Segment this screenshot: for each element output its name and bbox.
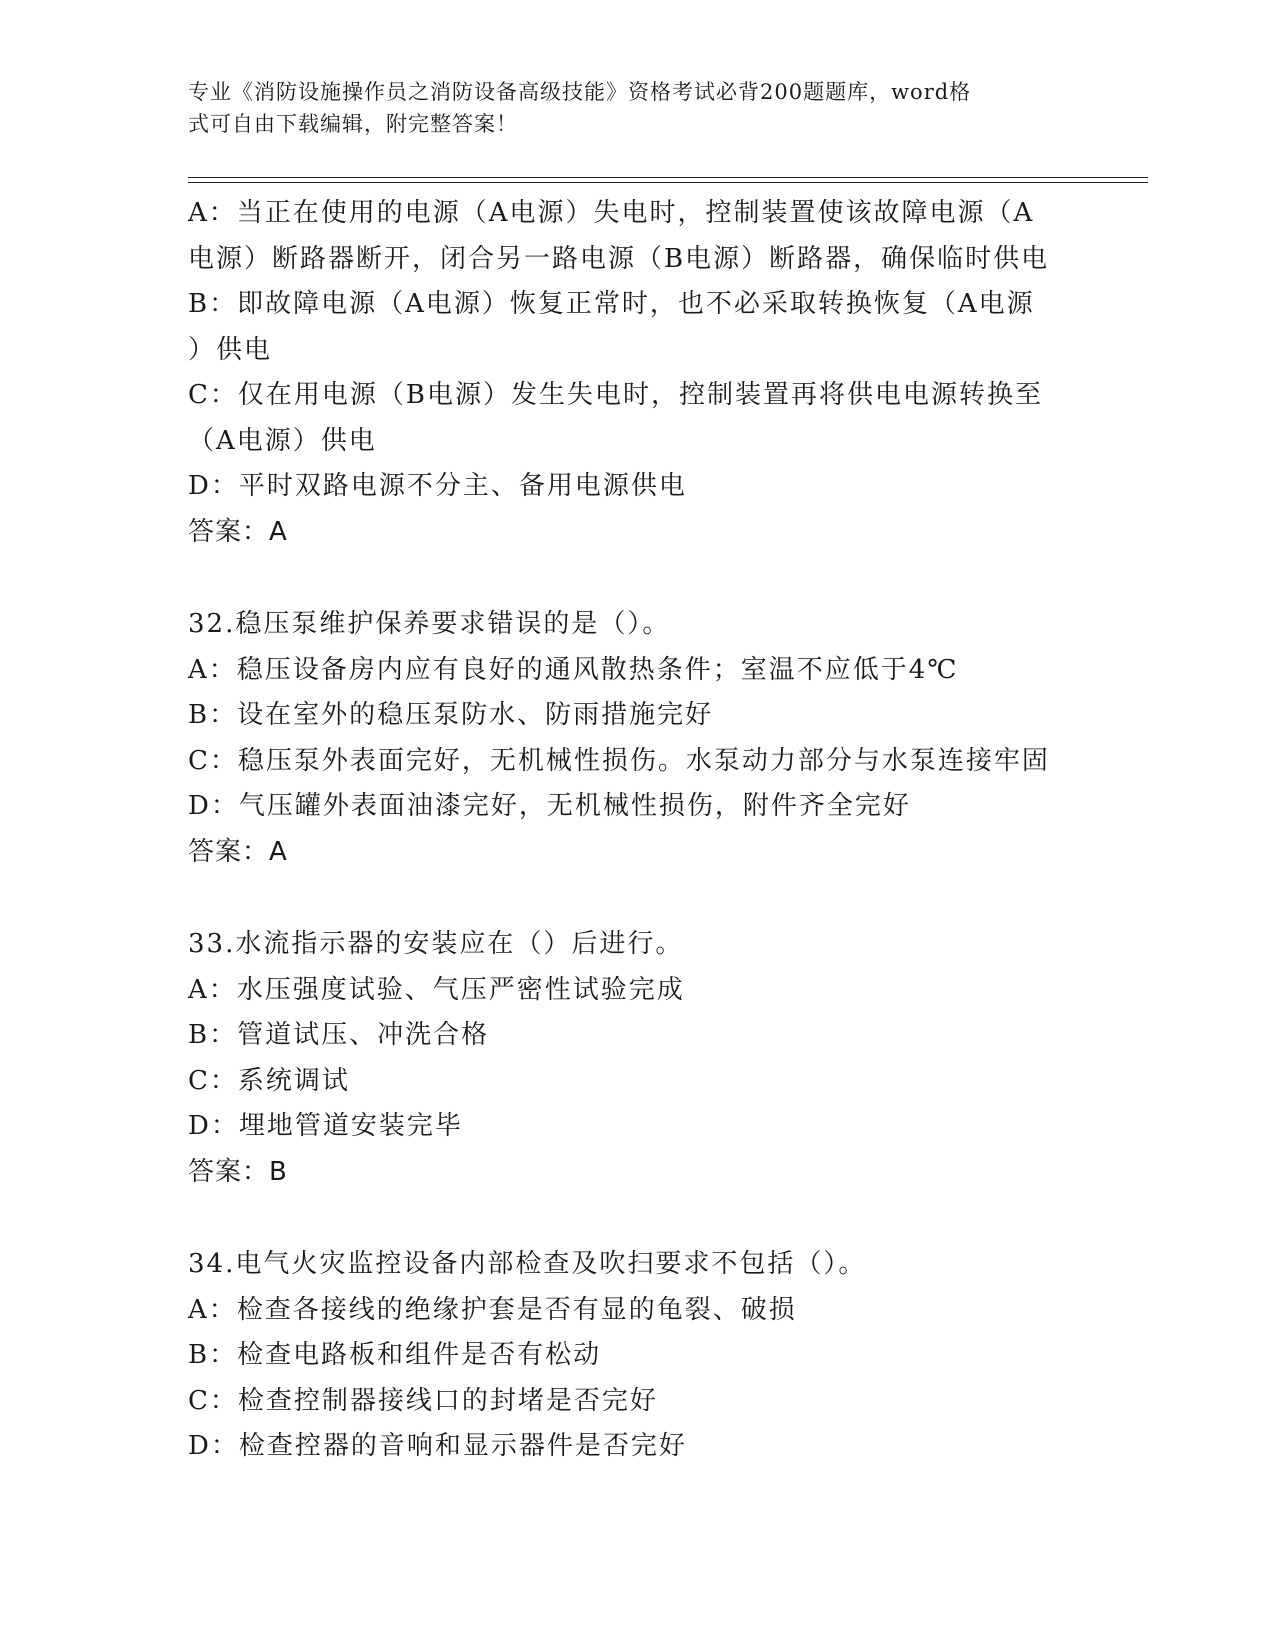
document-header xyxy=(188,76,1068,140)
answer-line: 答案：A xyxy=(188,836,288,867)
option-line: D：埋地管道安装完毕 xyxy=(188,1111,463,1141)
question-stem: 33.水流指示器的安装应在（）后进行。 xyxy=(188,929,684,959)
header-divider-top xyxy=(188,177,1148,178)
option-line: D：气压罐外表面油漆完好，无机械性损伤，附件齐全完好 xyxy=(188,791,911,821)
header-divider-bottom xyxy=(188,182,1148,183)
option-line: C：检查控制器接线口的封堵是否完好 xyxy=(188,1385,658,1416)
option-line: D：检查控器的音响和显示器件是否完好 xyxy=(188,1431,687,1461)
option-line: B：管道试压、冲洗合格 xyxy=(188,1020,490,1050)
option-line: B：设在室外的稳压泵防水、防雨措施完好 xyxy=(188,700,714,730)
option-line: C：系统调试 xyxy=(188,1065,350,1096)
question-stem: 32.稳压泵维护保养要求错误的是（）。 xyxy=(188,609,671,639)
question-34 xyxy=(188,1242,1088,1470)
option-line: D：平时双路电源不分主、备用电源供电 xyxy=(188,471,687,501)
option-line: B：检查电路板和组件是否有松动 xyxy=(188,1340,602,1370)
answer-line: 答案：A xyxy=(188,516,288,547)
option-line: ）供电 xyxy=(188,334,273,365)
question-31-tail xyxy=(188,191,1088,555)
question-list xyxy=(188,191,1088,1470)
option-line: B：即故障电源（A电源）恢复正常时，也不必采取转换恢复（A电源 xyxy=(188,289,1035,319)
answer-line: 答案：B xyxy=(188,1156,288,1187)
option-line: C：仅在用电源（B电源）发生失电时，控制装置再将供电电源转换至 xyxy=(188,380,1044,410)
option-line: （A电源）供电 xyxy=(188,425,377,456)
header-line-2: 式可自由下载编辑，附完整答案！ xyxy=(188,112,518,136)
header-line-1: 专业《消防设施操作员之消防设备高级技能》资格考试必背200题题库，word格 xyxy=(188,80,972,104)
option-line: A：稳压设备房内应有良好的通风散热条件；室温不应低于4℃ xyxy=(188,654,959,685)
option-line: C：稳压泵外表面完好，无机械性损伤。水泵动力部分与水泵连接牢固 xyxy=(188,745,1050,776)
option-line: 电源）断路器断开，闭合另一路电源（B电源）断路器，确保临时供电 xyxy=(188,243,1050,274)
question-32 xyxy=(188,602,1088,875)
option-line: A：检查各接线的绝缘护套是否有显的龟裂、破损 xyxy=(188,1294,797,1325)
option-line: A：当正在使用的电源（A电源）失电时，控制装置使该故障电源（A xyxy=(188,198,1035,228)
option-line: A：水压强度试验、气压严密性试验完成 xyxy=(188,974,685,1005)
question-33 xyxy=(188,922,1088,1195)
question-stem: 34.电气火灾监控设备内部检查及吹扫要求不包括（）。 xyxy=(188,1249,867,1279)
